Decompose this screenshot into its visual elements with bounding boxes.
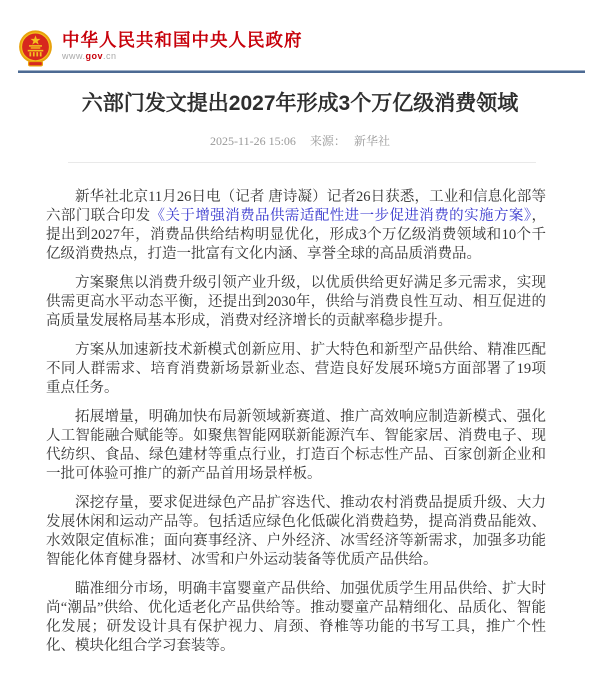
article — [0, 73, 600, 656]
site-url-prefix: www. — [62, 51, 86, 61]
paragraph-4: 拓展增量，明确加快布局新领域新赛道、推广高效响应制造新模式、强化人工智能融合赋能等。如聚焦智能网联新能源汽车、智能家居、消费电子、现代纺织、食品、绿色建材等重点行业，打造百个标志性产品、百家创新企业和一批可体验可推广的新产品首用场景样板。 — [46, 409, 546, 482]
paragraph-1 — [46, 188, 546, 264]
article-meta — [0, 132, 600, 149]
paragraph-1-lead: 新华社北京11月26日电（记者 唐诗凝）记者26日获悉，工业和信息化部等六部门联合印发 — [46, 189, 546, 224]
article-title: 六部门发文提出2027年形成3个万亿级消费领域 — [81, 92, 519, 115]
national-emblem-icon[interactable] — [18, 30, 53, 68]
site-url-gov: gov — [85, 51, 104, 61]
site-brand — [62, 30, 303, 63]
site-name[interactable]: 中华人民共和国中央人民政府 — [62, 30, 303, 50]
source-label: 来源： — [309, 134, 346, 148]
site-header — [0, 0, 600, 70]
publish-date: 2025-11-26 15:06 — [210, 134, 296, 148]
paragraph-6: 瞄准细分市场，明确丰富婴童产品供给、加强优质学生用品供给、扩大时尚“潮品”供给、优化适老化产品供给等。推动婴童产品精细化、品质化、智能化发展；研发设计具有保护视力、肩颈、脊椎等功能的书写工具，推广个性化、模块化组合学习套装等。 — [46, 581, 546, 654]
paragraph-5: 深挖存量，要求促进绿色产品扩容迭代、推动农村消费品提质升级、大力发展休闲和运动产品等。包括适应绿色化低碳化消费趋势，提高消费品能效、水效限定值标准；面向赛事经济、户外经济、冰雪经济等新需求，加强多功能智能化体育健身器材、冰雪和户外运动装备等优质产品供给。 — [46, 495, 546, 568]
policy-document-link[interactable]: 《关于增强消费品供需适配性进一步促进消费的实施方案》 — [150, 208, 532, 224]
paragraph-2: 方案聚焦以消费升级引领产业升级，以优质供给更好满足多元需求，实现供需更高水平动态平衡，还提出到2030年，供给与消费良性互动、相互促进的高质量发展格局基本形成，消费对经济增长的贡献率稳步提升。 — [46, 275, 546, 329]
paragraph-3: 方案从加速新技术新模式创新应用、扩大特色和新型产品供给、精准匹配不同人群需求、培育消费新场景新业态、营造良好发展环境5方面部署了19项重点任务。 — [46, 342, 546, 396]
site-url — [62, 50, 303, 63]
article-body — [0, 163, 600, 656]
site-url-suffix: .cn — [103, 51, 117, 61]
paragraph-1-tail: ，提出到2027年，消费品供给结构明显优化，形成3个万亿级消费领域和10个千亿级消费热点，打造一批富有文化内涵、享誉全球的高品质消费品。 — [46, 208, 547, 262]
source-name: 新华社 — [353, 134, 390, 148]
